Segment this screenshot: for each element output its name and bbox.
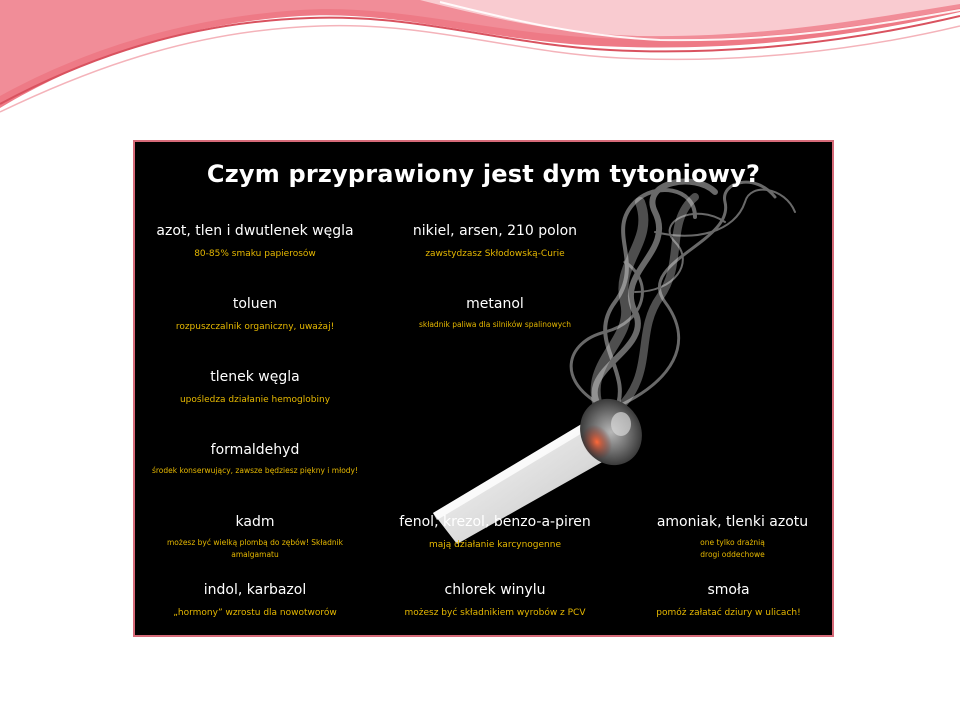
item-description: możesz być składnikiem wyrobów z PCV: [404, 608, 586, 618]
item-name: metanol: [466, 296, 524, 312]
item-description: składnik paliwa dla silników spalinowych: [418, 320, 572, 329]
item-name: fenol, krezol, benzo-a-piren: [399, 514, 591, 530]
item-nikiel-arsen-polon: [375, 222, 615, 261]
item-name: nikiel, arsen, 210 polon: [412, 223, 578, 239]
item-indol-karbazol: [135, 581, 375, 620]
item-azot-tlen-dwutlenek: [135, 222, 375, 261]
item-description: zawstydzasz Skłodowską-Curie: [425, 249, 565, 259]
poster-image: [133, 140, 834, 637]
item-name: formaldehyd: [210, 442, 300, 458]
item-kadm: [145, 513, 365, 561]
item-description: 80-85% smaku papierosów: [194, 249, 316, 259]
item-description: możesz być wielką plombą do zębów! Składnik amalgamatu: [166, 538, 344, 559]
item-description: środek konserwujący, zawsze będziesz piękny i młody!: [151, 466, 359, 475]
item-name: kadm: [235, 514, 275, 530]
item-name: smoła: [707, 582, 750, 598]
item-description: one tylko drażnią drogi oddechowe: [700, 538, 765, 559]
item-description: upośledza działanie hemoglobiny: [179, 395, 331, 405]
item-fenol-krezol-benzopiren: [375, 513, 615, 552]
item-toluen: [135, 295, 375, 334]
item-name: toluen: [232, 296, 278, 312]
item-smola: [625, 581, 832, 620]
item-tlenek-wegla: [135, 368, 375, 407]
item-formaldehyd: [145, 441, 365, 477]
item-name: tlenek węgla: [210, 369, 300, 385]
item-chlorek-winylu: [375, 581, 615, 620]
item-name: amoniak, tlenki azotu: [656, 514, 809, 530]
item-name: chlorek winylu: [444, 582, 546, 598]
item-description: rozpuszczalnik organiczny, uważaj!: [175, 322, 335, 332]
item-name: indol, karbazol: [203, 582, 307, 598]
item-description: „hormony” wzrostu dla nowotworów: [173, 608, 337, 618]
item-metanol: [375, 295, 615, 331]
header-wave-decoration: [0, 0, 960, 120]
item-name: azot, tlen i dwutlenek węgla: [156, 223, 354, 239]
item-description: mają działanie karcynogenne: [428, 540, 562, 550]
item-amoniak-tlenki-azotu: [635, 513, 830, 561]
item-description: pomóż załatać dziury w ulicach!: [656, 608, 801, 618]
poster-title: Czym przyprawiony jest dym tytoniowy?: [206, 160, 761, 188]
